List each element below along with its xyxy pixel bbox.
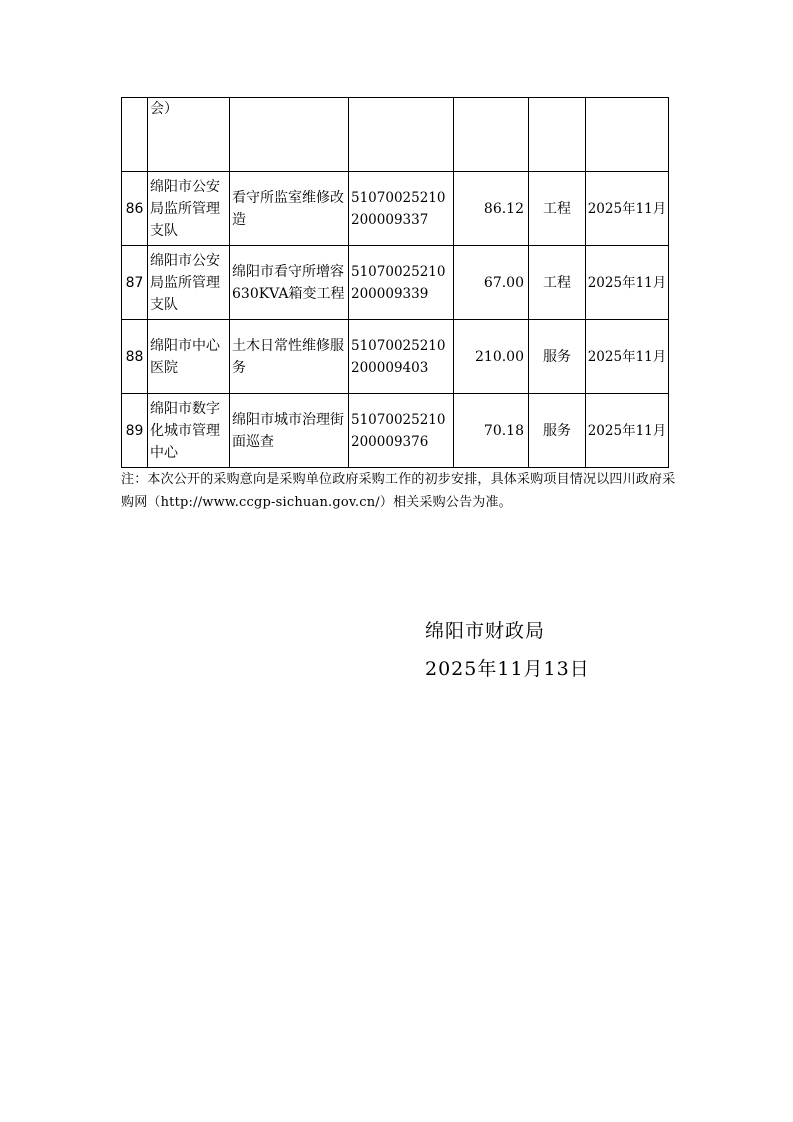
project-name: 土木日常性维修服务 xyxy=(230,320,349,394)
budget-amount: 67.00 xyxy=(454,246,529,320)
purchasing-unit: 绵阳市公安局监所管理支队 xyxy=(148,172,230,246)
purchasing-unit: 绵阳市公安局监所管理支队 xyxy=(148,246,230,320)
project-name: 绵阳市看守所增容630KVA箱变工程 xyxy=(230,246,349,320)
procurement-type xyxy=(529,98,586,172)
row-index: 86 xyxy=(122,172,148,246)
intent-code: 51070025210200009376 xyxy=(349,394,454,468)
row-index: 88 xyxy=(122,320,148,394)
planned-date: 2025年11月 xyxy=(586,172,669,246)
procurement-type: 工程 xyxy=(529,246,586,320)
row-index xyxy=(122,98,148,172)
issuing-organization: 绵阳市财政局 xyxy=(425,620,546,642)
intent-code xyxy=(349,98,454,172)
purchasing-unit: 绵阳市中心医院 xyxy=(148,320,230,394)
planned-date: 2025年11月 xyxy=(586,320,669,394)
planned-date: 2025年11月 xyxy=(586,246,669,320)
row-index: 89 xyxy=(122,394,148,468)
purchasing-unit: 会） xyxy=(148,98,230,172)
row-index: 87 xyxy=(122,246,148,320)
intent-code: 51070025210200009339 xyxy=(349,246,454,320)
table-row xyxy=(122,246,669,320)
procurement-type: 服务 xyxy=(529,320,586,394)
planned-date: 2025年11月 xyxy=(586,394,669,468)
table-row xyxy=(122,98,669,172)
project-name: 绵阳市城市治理街面巡查 xyxy=(230,394,349,468)
planned-date xyxy=(586,98,669,172)
intent-code: 51070025210200009403 xyxy=(349,320,454,394)
signature-block xyxy=(425,612,590,688)
budget-amount: 70.18 xyxy=(454,394,529,468)
budget-amount: 86.12 xyxy=(454,172,529,246)
issue-date: 2025年11月13日 xyxy=(425,658,590,680)
budget-amount xyxy=(454,98,529,172)
procurement-type: 工程 xyxy=(529,172,586,246)
purchasing-unit: 绵阳市数字化城市管理中心 xyxy=(148,394,230,468)
footnote: 注：本次公开的采购意向是采购单位政府采购工作的初步安排，具体采购项目情况以四川政府采购网（http://www.ccgp-sichuan.gov.cn/）相关采购公告为准。 xyxy=(121,472,676,510)
table-row xyxy=(122,394,669,468)
budget-amount: 210.00 xyxy=(454,320,529,394)
intent-code: 51070025210200009337 xyxy=(349,172,454,246)
procurement-table xyxy=(121,97,669,468)
project-name xyxy=(230,98,349,172)
table-row xyxy=(122,172,669,246)
table-row xyxy=(122,320,669,394)
procurement-type: 服务 xyxy=(529,394,586,468)
project-name: 看守所监室维修改造 xyxy=(230,172,349,246)
